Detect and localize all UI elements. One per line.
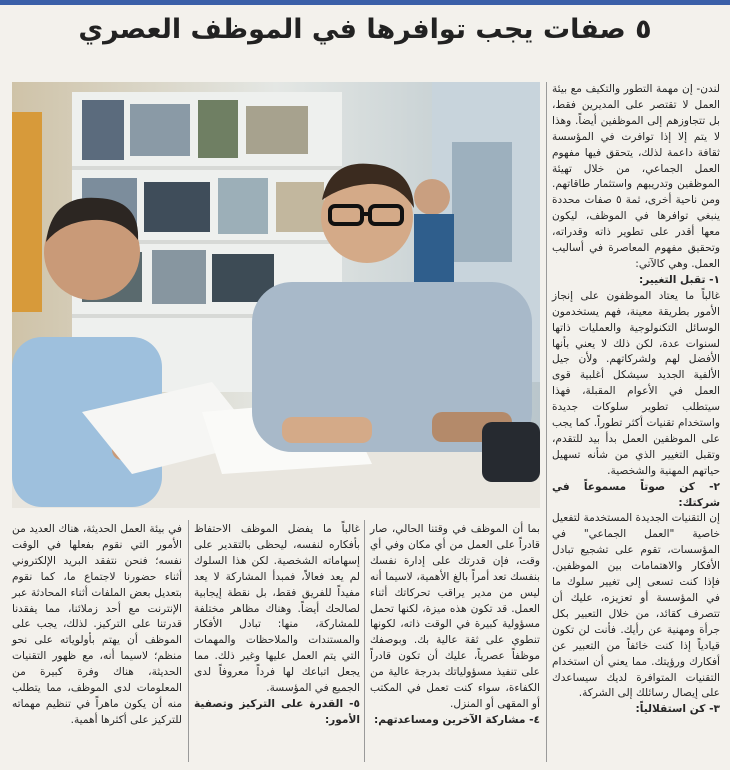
- paragraph-intro: لندن- إن مهمة التطور والتكيف مع بيئة العمل لا تقتصر على المديرين فقط، بل تتجاوزهم إلى الموظفين أيضاً. وهذا لا يتم إلا إذا توافرت في المؤسسة ثقافة داعمة لذلك، يتحقق فيها مفهوم العمل الجماعي، من خلال تهيئة الموظفين وتدريبهم واستثمار طاقاتهم. ومن ناحية أخرى، ثمة ٥ صفات محددة ينبغي توافرها في الموظف، ليكون معها أقدر على تطوير ذاته وقدراته، وتحقيق مفهوم المعاصرة في أساليب العمل. وهي كالآتي:: [552, 83, 720, 270]
- paragraph-4: غالباً ما يفضل الموظف الاحتفاظ بأفكاره لنفسه، ليحظى بالتقدير على إسهاماته الشخصية. لكن هذا السلوك لم يعد فعالاً، فمبدأ المشاركة لا يعد مفيداً للفريق فقط، بل نقطة إيجابية لصالحك أيضاً. وهناك مظاهر مختلفة للمشاركة، منها: تبادل الأفكار والمستندات والملاحظات والمهمات التي يتم العمل عليها وغير ذلك. مما يجعل اتباعك لها فرداً معروفاً لدى الجميع في المؤسسة.: [194, 523, 360, 695]
- top-color-bar: [0, 0, 730, 5]
- subheading-1: ١- تقبل التغيير:: [638, 273, 720, 286]
- subheading-5: ٥- القدرة على التركيز وتصفية الأمور:: [194, 697, 360, 726]
- paragraph-5: في بيئة العمل الحديثة، هناك العديد من الأمور التي نقوم بفعلها في الوقت نفسه؛ فنحن نتفقد البريد الإلكتروني أثناء حضورنا لاجتماع ما، كما نقوم بتعديل بعض الملفات أثناء المحادثة عبر الإنترنت مع أحد زملائنا، مما يفقدنا قدرتنا على التركيز. لذلك، يجب على الموظف أن يهتم بأولوياته على نحو منظم؛ لاسيما أنه، مع ظهور التقنيات الحديثة، هناك وفرة كبيرة من المعلومات لدى الموظف، مما يتطلب منه أن يكون ماهراً في تنظيم مهماته للتركيز على أكثرها أهمية.: [12, 523, 182, 726]
- article-photo: [12, 82, 540, 508]
- paragraph-2: إن التقنيات الجديدة المستخدمة لتفعيل خاصية "العمل الجماعي" في المؤسسات، تقوم على تشجيع تبادل الأفكار والاهتمامات بين الموظفين. فإذا كنت تسعى إلى تغيير سلوك ما في المؤسسة أو تعزيزه، عليك أن تتصرف كقائد، من خلال التعبير بكل جرأة ومهنية عن رأيك. فأنت لن تكون قيادياً إذا كنت خائفاً من التعبير عن أفكارك ورؤيتك. مما يعني أن استخدام التقنيات المتوافرة لديك سيساعدك على إيصال رسائلك إلى الشركة.: [552, 512, 720, 700]
- column-divider: [364, 520, 365, 762]
- office-meeting-illustration: [12, 82, 540, 508]
- subheading-3: ٣- كن استقلالياً:: [635, 703, 720, 716]
- column-divider: [188, 520, 189, 762]
- article-headline: ٥ صفات يجب توافرها في الموظف العصري: [78, 14, 652, 45]
- column-divider: [546, 82, 547, 762]
- paragraph-1: غالباً ما يعتاد الموظفون على إنجاز الأمور بطريقة معينة، فهم يستخدمون الوسائل التكنولوجية والعمليات ذاتها لسنوات عدة، لكن ذلك لا يعني بأنها الأفضل لهم ولشركاتهم. ولأن جيل الألفية الجديد سيشكل أغلبية قوى العمل في الأعوام المقبلة، فهذا سيتطلب تطوير سلوكات جديدة واستخدام تقنيات أكثر تطوراً. كما يجب على الموظفين العمل بدأ بيد للتقدم، وتقبل التغيير الذي من شأنه تسهيل حياتهم المهنية والشخصية.: [552, 289, 720, 477]
- bottom-column-d: [12, 522, 182, 729]
- bottom-column-c: [194, 522, 360, 729]
- subheading-4: ٤- مشاركة الآخرين ومساعدتهم:: [374, 713, 540, 726]
- bottom-column-b: [370, 522, 540, 729]
- subheading-2: ٢- كن صوتاً مسموعاً في شركتك:: [552, 480, 720, 509]
- paragraph-3: بما أن الموظف في وقتنا الحالي، صار قادراً على العمل من أي مكان وفي أي وقت، فإن قدرتك على إدارة نفسك بنفسك تعد أمراً بالغ الأهمية، لاسيما أنه ليس من مدير يراقب تحركاتك أثناء العمل. قد تكون هذه ميزة، لكنها تحمل مسؤولية كبيرة في الوقت ذاته، لكونها تنطوي على ثقة عالية بك. وبوصفك موظفاً عصرياً، عليك أن تكون قادراً على تنفيذ مسؤولياتك بدرجة عالية من الكفاءة، سواء كنت تعمل في المكتب أو المقهى أو المنزل.: [370, 523, 540, 710]
- right-column-text: [552, 82, 720, 718]
